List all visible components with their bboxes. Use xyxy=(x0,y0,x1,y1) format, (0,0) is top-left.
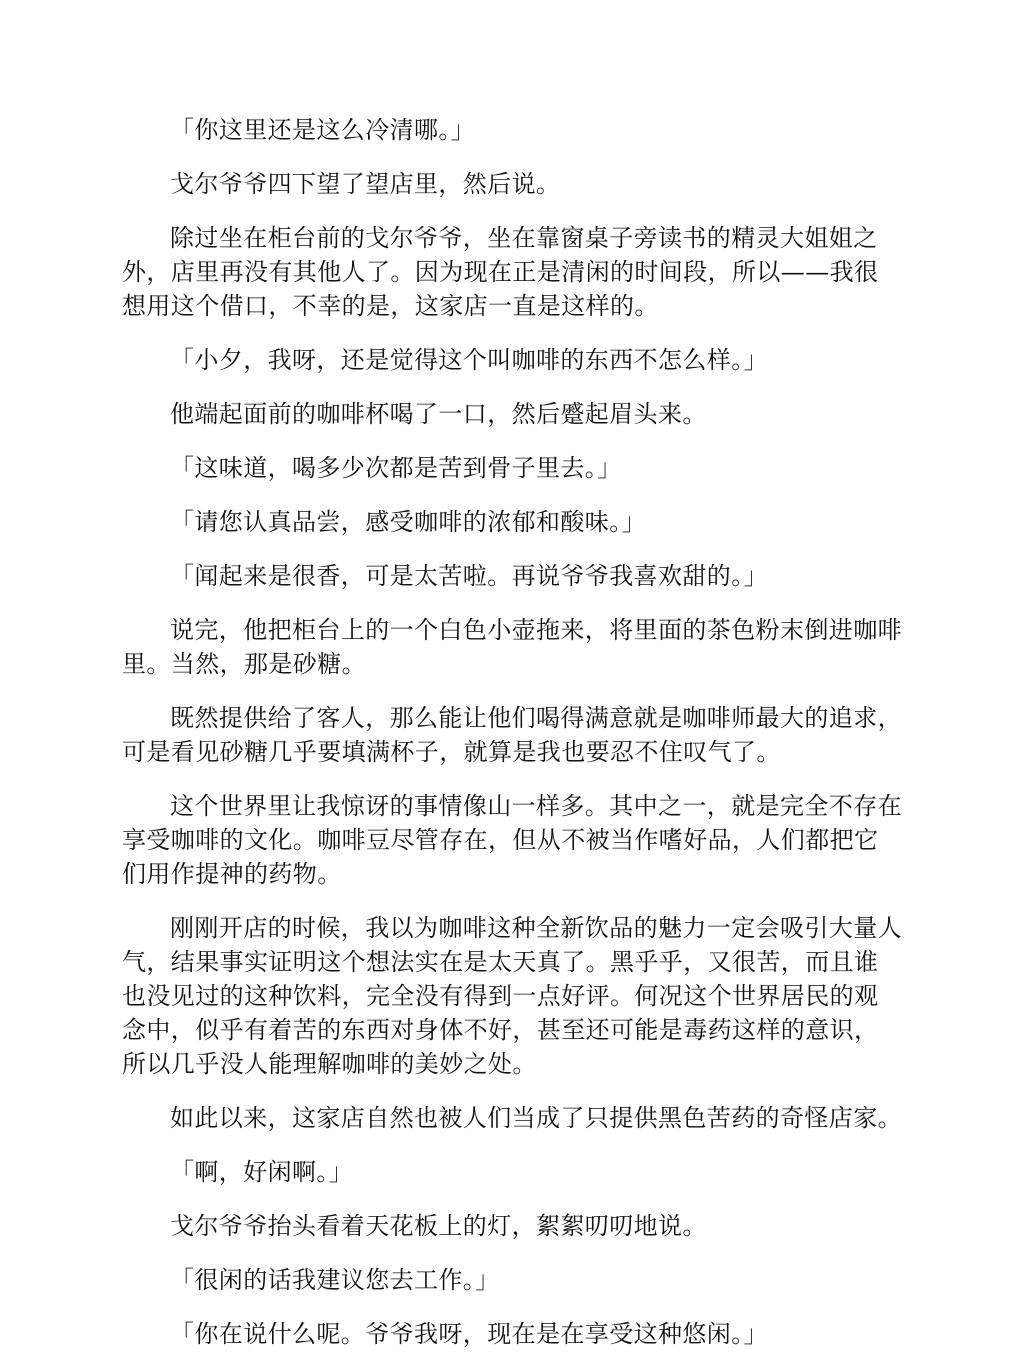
paragraph-11: 这个世界里让我惊讶的事情像山一样多。其中之一，就是完全不存在享受咖啡的文化。咖啡豆尽管存在，但从不被当作嗜好品，人们都把它们用作提神的药物。 xyxy=(122,792,902,888)
paragraph-2: 戈尔爷爷四下望了望店里，然后说。 xyxy=(170,170,561,198)
paragraph-7: 「请您认真品尝，感受咖啡的浓郁和酸味。」 xyxy=(170,508,646,536)
paragraph-8: 「闻起来是很香，可是太苦啦。再说爷爷我喜欢甜的。」 xyxy=(170,562,768,590)
paragraph-16: 「很闲的话我建议您去工作。」 xyxy=(170,1266,500,1294)
paragraph-5: 他端起面前的咖啡杯喝了一口，然后蹙起眉头来。 xyxy=(170,400,707,428)
paragraph-12: 刚刚开店的时候，我以为咖啡这种全新饮品的魅力一定会吸引大量人气，结果事实证明这个想法实在是太天真了。黑乎乎，又很苦，而且谁也没见过的这种饮料，完全没有得到一点好评。何况这个世界居民的观念中，似乎有着苦的东西对身体不好，甚至还可能是毒药这样的意识，所以几乎没人能理解咖啡的美妙之处。 xyxy=(122,914,902,1078)
paragraph-4: 「小夕，我呀，还是觉得这个叫咖啡的东西不怎么样。」 xyxy=(170,346,768,374)
paragraph-15: 戈尔爷爷抬头看着天花板上的灯，絮絮叨叨地说。 xyxy=(170,1212,707,1240)
paragraph-9: 说完，他把柜台上的一个白色小壶拖来，将里面的茶色粉末倒进咖啡里。当然，那是砂糖。 xyxy=(122,616,902,678)
paragraph-6: 「这味道，喝多少次都是苦到骨子里去。」 xyxy=(170,454,622,482)
paragraph-10: 既然提供给了客人，那么能让他们喝得满意就是咖啡师最大的追求，可是看见砂糖几乎要填满杯子，就算是我也要忍不住叹气了。 xyxy=(122,704,902,766)
paragraph-14: 「啊，好闲啊。」 xyxy=(170,1158,354,1186)
paragraph-1: 「你这里还是这么冷清哪。」 xyxy=(170,116,476,144)
paragraph-13: 如此以来，这家店自然也被人们当成了只提供黑色苦药的奇怪店家。 xyxy=(170,1104,902,1132)
paragraph-17: 「你在说什么呢。爷爷我呀，现在是在享受这种悠闲。」 xyxy=(170,1320,768,1348)
paragraph-3: 除过坐在柜台前的戈尔爷爷，坐在靠窗桌子旁读书的精灵大姐姐之外，店里再没有其他人了。因为现在正是清闲的时间段，所以——我很想用这个借口，不幸的是，这家店一直是这样的。 xyxy=(122,224,879,320)
body-text xyxy=(122,113,902,1371)
